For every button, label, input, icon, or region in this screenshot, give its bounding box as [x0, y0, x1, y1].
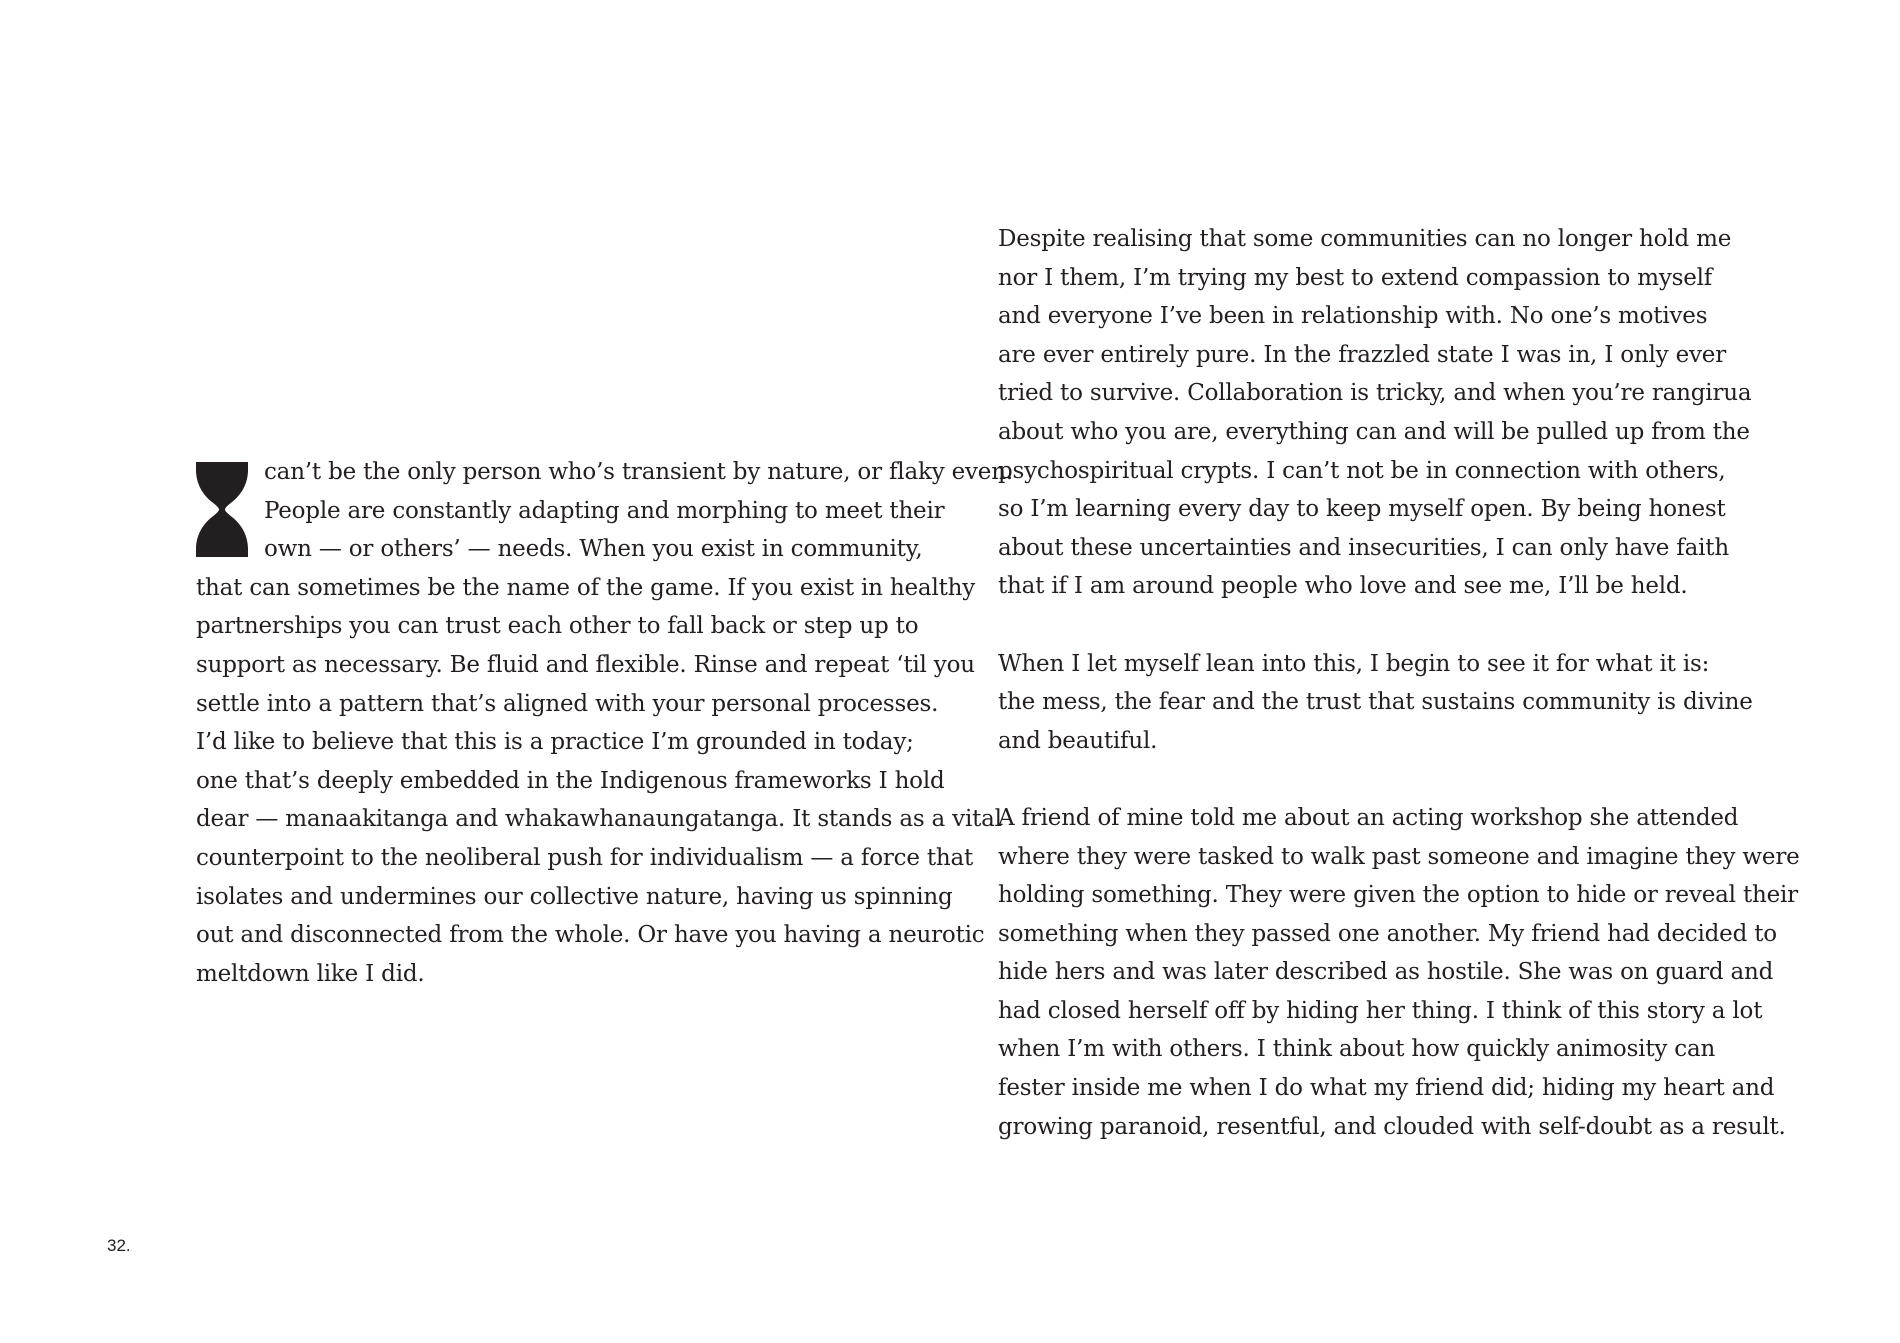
right-line: the mess, the fear and the trust that sustains community is divine — [998, 689, 1753, 716]
right-line: so I’m learning every day to keep myself open. By being honest — [998, 496, 1726, 523]
right-line: holding something. They were given the option to hide or reveal their — [998, 882, 1798, 909]
right-line: about who you are, everything can and will be pulled up from the — [998, 418, 1750, 445]
left-line: I’d like to believe that this is a practice I’m grounded in today; — [196, 729, 914, 756]
right-line: about these uncertainties and insecurities, I can only have faith — [998, 534, 1729, 561]
left-line: own — or others’ — needs. When you exist in community, — [264, 536, 923, 563]
page-number: 32. — [107, 1236, 131, 1255]
left-line: out and disconnected from the whole. Or have you having a neurotic — [196, 922, 985, 949]
paragraph-gap — [998, 760, 1738, 799]
left-line: support as necessary. Be fluid and flexible. Rinse and repeat ‘til you — [196, 651, 975, 678]
right-line: tried to survive. Collaboration is tricky, and when you’re rangirua — [998, 380, 1752, 407]
paragraph-2 — [998, 645, 1753, 761]
right-line: where they were tasked to walk past someone and imagine they were — [998, 843, 1800, 870]
left-line: meltdown like I did. — [196, 960, 425, 987]
right-line: are ever entirely pure. In the frazzled state I was in, I only ever — [998, 341, 1727, 368]
right-line: when I’m with others. I think about how quickly animosity can — [998, 1036, 1716, 1063]
right-line: had closed herself off by hiding her thing. I think of this story a lot — [998, 997, 1763, 1024]
right-line: nor I them, I’m trying my best to extend compassion to myself — [998, 264, 1713, 291]
right-line: and beautiful. — [998, 727, 1158, 754]
right-column — [998, 220, 1800, 1146]
paragraph-3 — [998, 799, 1800, 1146]
right-line: and everyone I’ve been in relationship with. No one’s motives — [998, 303, 1708, 330]
right-line: A friend of mine told me about an acting workshop she attended — [998, 804, 1739, 831]
left-line: counterpoint to the neoliberal push for individualism — a force that — [196, 844, 974, 871]
left-line: isolates and undermines our collective nature, having us spinning — [196, 883, 953, 910]
left-line: dear — manaakitanga and whakawhanaungatanga. It stands as a vital — [196, 806, 1002, 833]
right-line: psychospiritual crypts. I can’t not be in connection with others, — [998, 457, 1726, 484]
left-line: settle into a pattern that’s aligned with your personal processes. — [196, 690, 939, 717]
paragraph-gap — [998, 606, 1738, 645]
left-line: that can sometimes be the name of the game. If you exist in healthy — [196, 574, 976, 601]
right-line: hide hers and was later described as hostile. She was on guard and — [998, 959, 1774, 986]
right-line: that if I am around people who love and see me, I’ll be held. — [998, 573, 1688, 600]
right-line: fester inside me when I do what my friend did; hiding my heart and — [998, 1075, 1775, 1102]
left-column — [196, 453, 1013, 993]
left-line: one that’s deeply embedded in the Indigenous frameworks I hold — [196, 767, 945, 794]
left-line: People are constantly adapting and morphing to meet their — [264, 497, 945, 524]
paragraph-1 — [998, 220, 1752, 606]
right-line: something when they passed one another. My friend had decided to — [998, 920, 1777, 947]
right-line: When I let myself lean into this, I begin to see it for what it is: — [998, 650, 1710, 677]
left-line: partnerships you can trust each other to fall back or step up to — [196, 613, 919, 640]
right-line: growing paranoid, resentful, and clouded with self-doubt as a result. — [998, 1113, 1786, 1140]
right-line: Despite realising that some communities can no longer hold me — [998, 226, 1732, 252]
left-line: can’t be the only person who’s transient by nature, or flaky even. — [264, 459, 1013, 485]
